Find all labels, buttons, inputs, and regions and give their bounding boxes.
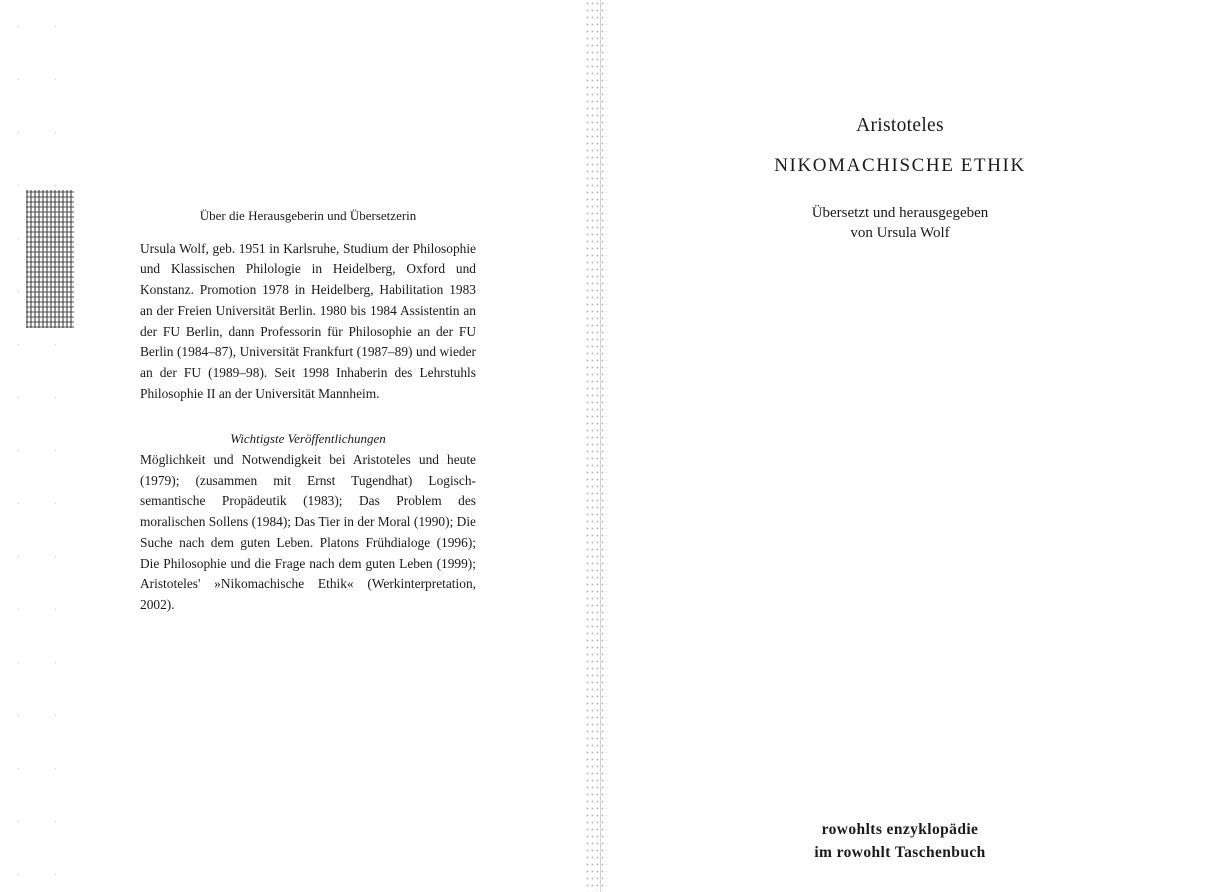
author-name: Aristoteles <box>856 115 944 136</box>
book-title: NIKOMACHISCHE ETHIK <box>774 155 1026 176</box>
publications-list: Möglichkeit und Notwendigkeit bei Aristoteles und heute (1979); (zusammen mit Ernst Tugendhat) Logisch-semantische Propädeutik (1983); Das Problem des moralischen Sollens (1984); Das Tier in der Moral (1990); Die Suche nach dem guten Leben. Platons Frühdialoge (1996); Die Philosophie und die Frage nach dem guten Leben (1999); Aristoteles' »Nikomachische Ethik« (Werkinterpretation, 2002). <box>140 452 476 612</box>
page-gutter <box>585 0 607 892</box>
about-editor-heading: Über die Herausgeberin und Übersetzerin <box>199 208 417 223</box>
gutter-fold-line <box>600 0 601 892</box>
scan-noise <box>0 0 60 892</box>
editor-biography: Ursula Wolf, geb. 1951 in Karlsruhe, Studium der Philosophie und Klassischen Philologie in Heidelberg, Oxford und Konstanz. Promotion 1978 in Heidelberg, Habilitation 1983 an der Freien Universität Berlin. 1980 bis 1984 Assistentin an der FU Berlin, dann Professorin für Philosophie an der FU Berlin (1984–87), Universität Frankfurt (1987–89) und wieder an der FU (1989–98). Seit 1998 Inhaberin des Lehrstuhls Philosophie II an der Universität Mannheim. <box>140 240 476 401</box>
title-page <box>700 115 1100 243</box>
library-stamp <box>26 190 74 328</box>
publications-heading: Wichtigste Veröffentlichungen <box>230 431 386 447</box>
publisher-line-2: im rowohlt Taschenbuch <box>814 844 986 861</box>
translator-line-1: Übersetzt und herausgegeben <box>811 205 989 221</box>
translator-credit <box>700 203 1100 243</box>
left-page <box>140 206 476 616</box>
publisher-imprint <box>700 818 1100 864</box>
translator-line-2: von Ursula Wolf <box>850 225 950 241</box>
publisher-line-1: rowohlts enzyklopädie <box>821 821 979 838</box>
